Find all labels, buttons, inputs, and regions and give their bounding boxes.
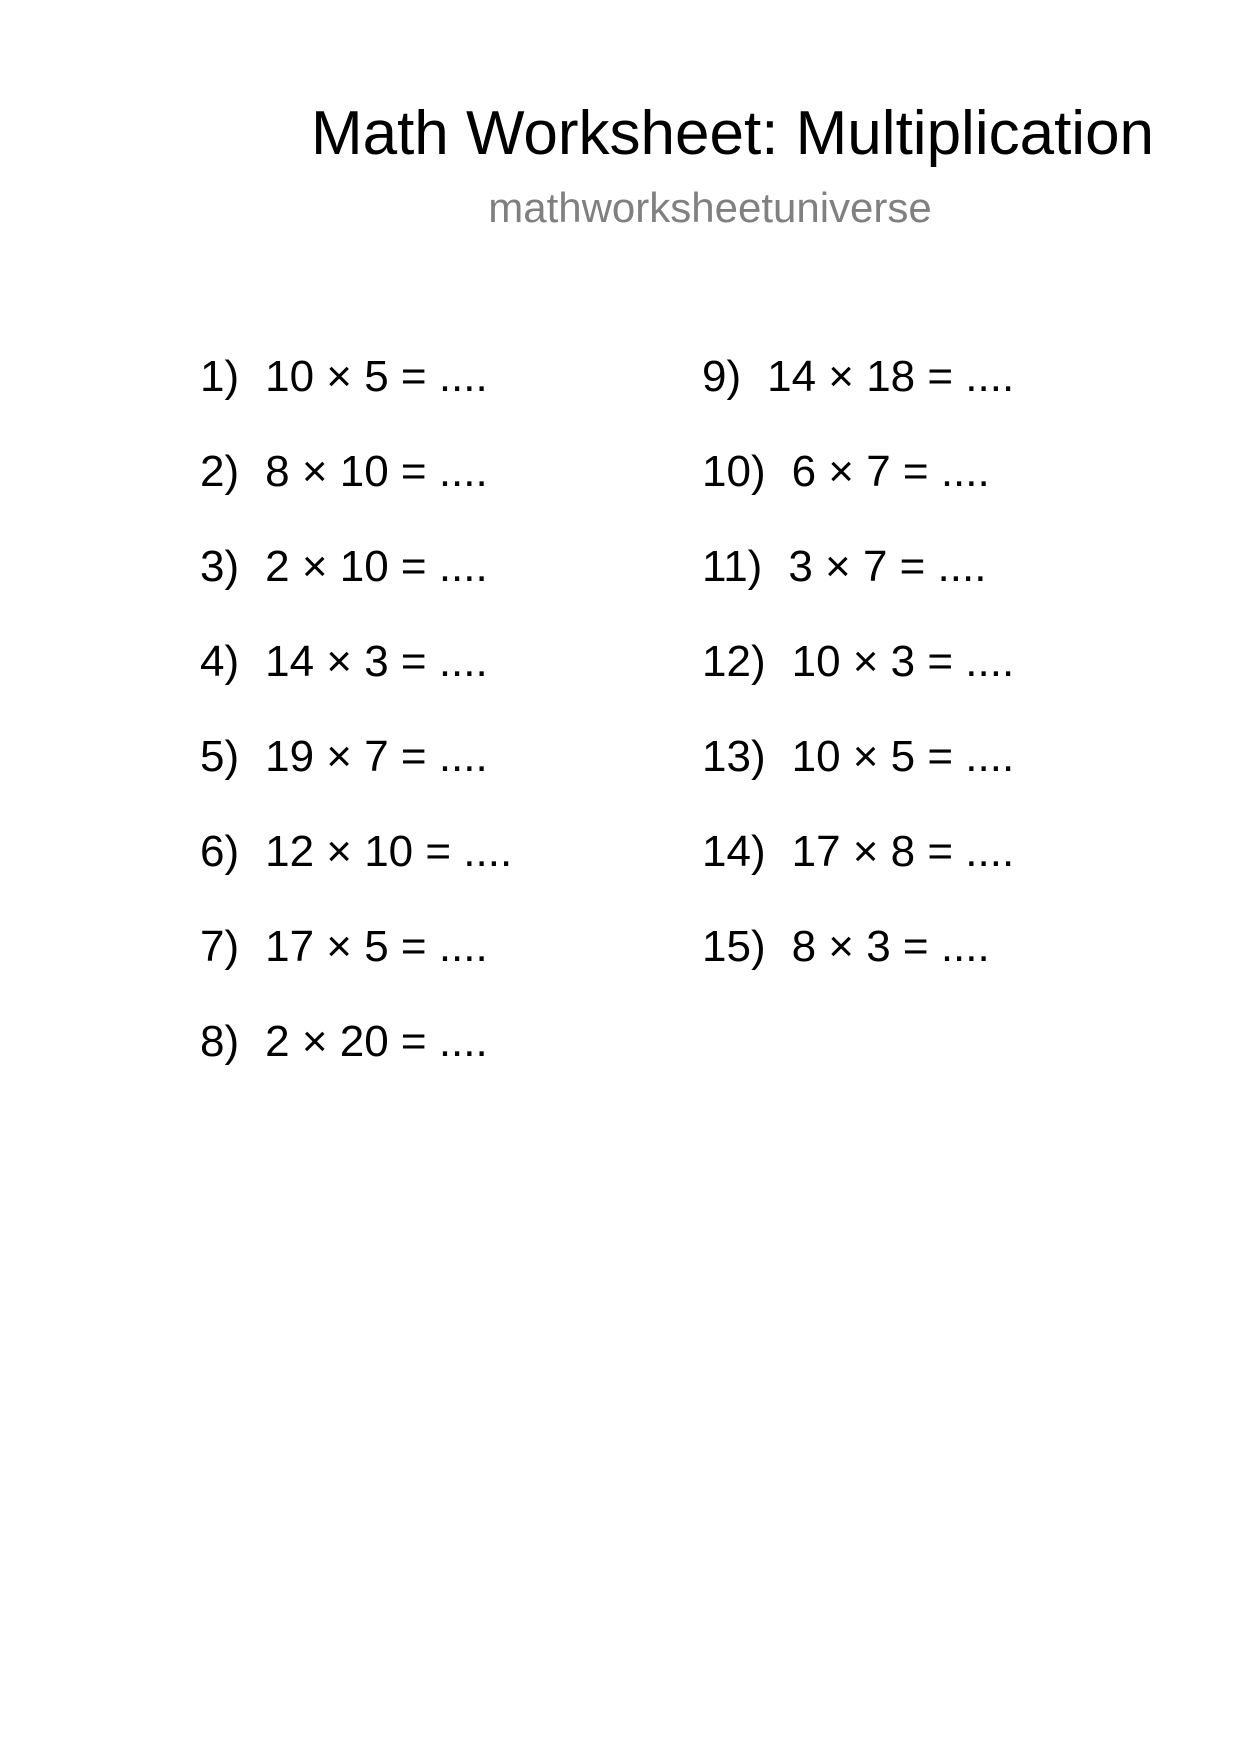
problem-item xyxy=(200,542,512,637)
page-title: Math Worksheet: Multiplication xyxy=(310,99,1155,168)
problem-item xyxy=(702,542,1014,637)
problems-column-right xyxy=(702,352,1014,1017)
page-subtitle: mathworksheetuniverse xyxy=(488,184,932,231)
problem-expression: 10 × 5 = .... xyxy=(791,732,1015,781)
problem-item xyxy=(200,922,512,1017)
problem-number: 12) xyxy=(702,637,766,686)
problem-expression: 2 × 10 = .... xyxy=(265,542,488,591)
problem-number: 7) xyxy=(200,922,240,971)
problem-item xyxy=(702,732,1014,827)
problem-number: 8) xyxy=(200,1017,240,1066)
problem-item xyxy=(702,352,1014,447)
problem-number: 5) xyxy=(200,732,240,781)
problem-expression: 6 × 7 = .... xyxy=(791,447,990,496)
problem-number: 10) xyxy=(702,447,766,496)
problem-item xyxy=(702,922,1014,1017)
problem-item xyxy=(200,732,512,827)
problem-expression: 2 × 20 = .... xyxy=(265,1017,488,1066)
problem-expression: 17 × 8 = .... xyxy=(791,827,1015,876)
problems-column-left xyxy=(200,352,512,1112)
problem-expression: 12 × 10 = .... xyxy=(265,827,513,876)
problem-number: 3) xyxy=(200,542,240,591)
problem-number: 6) xyxy=(200,827,240,876)
problem-item xyxy=(200,447,512,542)
problem-item xyxy=(200,1017,512,1112)
problem-expression: 17 × 5 = .... xyxy=(265,922,488,971)
problem-expression: 10 × 5 = .... xyxy=(265,352,488,401)
problem-number: 15) xyxy=(702,922,766,971)
problem-expression: 8 × 3 = .... xyxy=(791,922,990,971)
problem-item xyxy=(702,447,1014,542)
problem-item xyxy=(702,637,1014,732)
problem-expression: 10 × 3 = .... xyxy=(791,637,1015,686)
problem-number: 11) xyxy=(702,542,763,591)
problem-item xyxy=(200,637,512,732)
problem-expression: 19 × 7 = .... xyxy=(265,732,488,781)
problem-item xyxy=(200,352,512,447)
problem-number: 13) xyxy=(702,732,766,781)
problem-number: 1) xyxy=(200,352,240,401)
problem-expression: 8 × 10 = .... xyxy=(265,447,488,496)
problem-expression: 14 × 3 = .... xyxy=(265,637,488,686)
problem-number: 14) xyxy=(702,827,766,876)
problem-expression: 3 × 7 = .... xyxy=(788,542,987,591)
problem-item xyxy=(200,827,512,922)
problem-expression: 14 × 18 = .... xyxy=(767,352,1015,401)
problem-number: 9) xyxy=(702,352,742,401)
problem-number: 4) xyxy=(200,637,240,686)
problem-item xyxy=(702,827,1014,922)
problem-number: 2) xyxy=(200,447,240,496)
